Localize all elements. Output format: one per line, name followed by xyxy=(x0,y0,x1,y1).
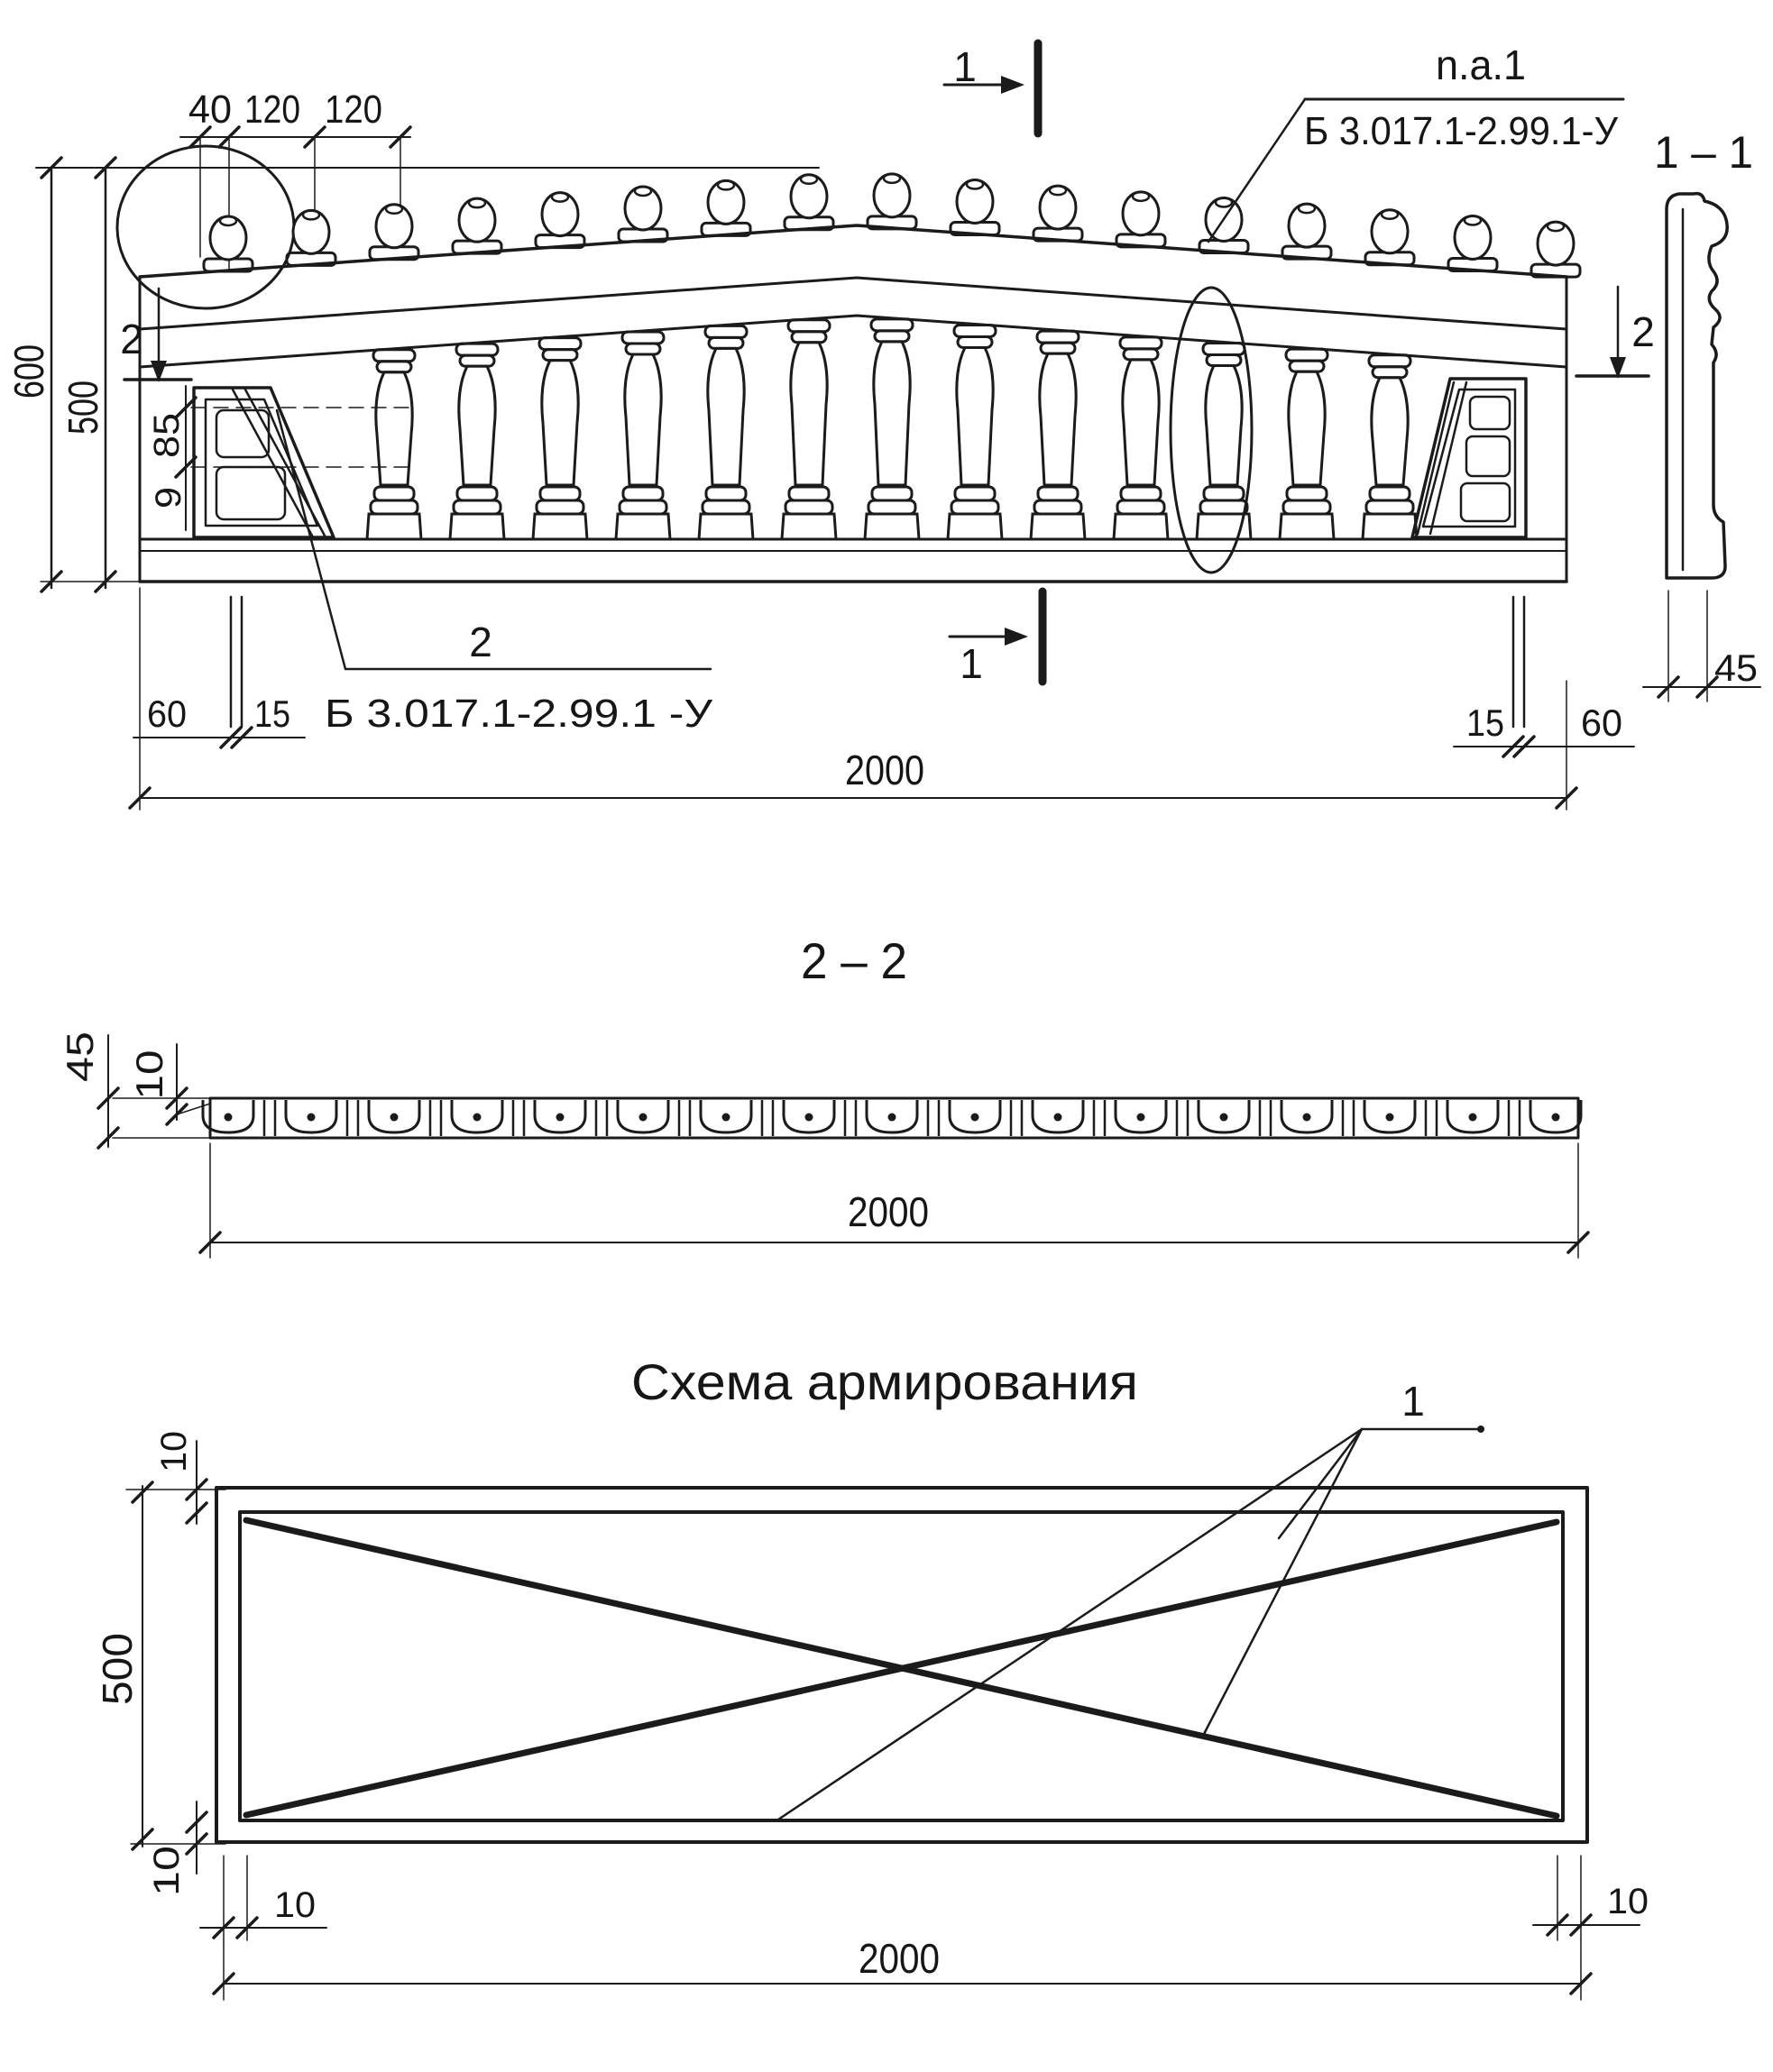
baluster-section-cup xyxy=(1530,1100,1581,1132)
dim-label-9: 9 xyxy=(149,488,188,509)
knob-finial xyxy=(868,174,916,229)
leader-dot xyxy=(1477,1426,1484,1433)
baluster-section-cup xyxy=(618,1100,690,1136)
dim-label-85: 85 xyxy=(147,417,187,458)
dim-label-10-bottom-right-h: 10 xyxy=(1607,1882,1649,1921)
dim-label-10-bottom-left-v: 10 xyxy=(147,1856,187,1896)
callout-ref: Б 3.017.1-2.99.1-У xyxy=(1304,109,1619,153)
rebar-dot xyxy=(1552,1114,1560,1122)
rebar-dot xyxy=(805,1114,813,1122)
knob-finial xyxy=(536,193,584,248)
knob-finial xyxy=(702,180,750,235)
top-rail-mid-edge xyxy=(140,278,1566,329)
callout-1-label: 1 xyxy=(1401,1378,1425,1425)
knob-finial xyxy=(370,205,418,260)
baluster xyxy=(865,319,919,539)
dim-label-10-top: 10 xyxy=(154,1432,194,1472)
baluster-section-cup xyxy=(452,1100,524,1136)
reinforcement-title: Схема армирования xyxy=(631,1353,1138,1410)
dim-label-2000-scheme: 2000 xyxy=(859,1935,940,1982)
baluster-cross-sections xyxy=(203,1100,1581,1136)
rebar-dot xyxy=(1386,1114,1394,1122)
dim-label-15-right: 15 xyxy=(1466,701,1504,744)
dim-label-500: 500 xyxy=(60,365,106,435)
rebar-dot xyxy=(1303,1114,1311,1122)
baluster-section-cup xyxy=(1364,1100,1437,1136)
baluster xyxy=(367,350,421,539)
callout-bottom xyxy=(277,410,713,736)
baluster xyxy=(450,344,504,539)
rebar-dot xyxy=(1054,1114,1062,1122)
baluster xyxy=(1280,349,1334,539)
knob-finial xyxy=(204,216,253,271)
dim-label-2000-elevation: 2000 xyxy=(845,747,924,793)
baluster xyxy=(948,325,1002,539)
knob-finial xyxy=(951,179,999,234)
callout-ref: Б 3.017.1-2.99.1 -У xyxy=(325,692,714,736)
baluster-section-cup xyxy=(535,1100,607,1136)
dim-label-120a: 120 xyxy=(244,87,300,132)
end-post-left xyxy=(194,388,334,537)
knob-finial xyxy=(1448,215,1497,270)
dim-label-10-s22: 10 xyxy=(128,1057,170,1100)
baluster-section-cup xyxy=(701,1100,773,1136)
rebar-dot xyxy=(390,1114,399,1122)
baluster-section-cup xyxy=(286,1100,358,1136)
callout-num: 2 xyxy=(469,619,492,665)
section-2-2-title: 2 – 2 xyxy=(801,932,907,989)
knob-finial xyxy=(1033,186,1082,241)
callout-title: n.a.1 xyxy=(1436,41,1526,88)
section-marker-1-bottom xyxy=(950,591,1043,687)
rebar-dot xyxy=(888,1114,896,1122)
knob-finial xyxy=(619,187,667,242)
knob-finial xyxy=(1282,204,1331,259)
baluster-section-cup xyxy=(369,1100,441,1136)
baluster-section-cup xyxy=(1282,1100,1354,1136)
section-1-1-title: 1 – 1 xyxy=(1654,127,1753,178)
rebar-dot xyxy=(971,1114,979,1122)
baluster xyxy=(533,338,587,539)
baluster xyxy=(1363,355,1417,539)
dim-label-60-right: 60 xyxy=(1581,701,1622,744)
end-post-right xyxy=(1412,379,1526,537)
baluster-section-cup xyxy=(950,1100,1022,1136)
dim-label-120b: 120 xyxy=(325,87,382,132)
baluster xyxy=(1031,331,1085,539)
rebar-leader-line xyxy=(1279,1429,1362,1538)
section-marker-2-right xyxy=(1576,287,1655,379)
baluster-section-cup xyxy=(1116,1100,1188,1136)
baluster xyxy=(699,325,753,539)
reinforcement-scheme xyxy=(94,1353,1649,2000)
baluster-section-cup xyxy=(1199,1100,1271,1136)
rebar-dot xyxy=(1220,1114,1228,1122)
scheme-outer-frame xyxy=(216,1488,1587,1842)
section-label: 2 xyxy=(120,316,143,362)
baluster-section-cup xyxy=(1033,1100,1105,1136)
rebar-dot xyxy=(722,1114,730,1122)
rebar-dot xyxy=(308,1114,316,1122)
rebar-dot xyxy=(639,1114,648,1122)
baluster-section-cup xyxy=(1447,1100,1520,1136)
knob-finial xyxy=(1365,210,1414,265)
rebar-dot xyxy=(1469,1114,1477,1122)
baluster xyxy=(1197,343,1251,539)
section-arrow-icon xyxy=(1001,76,1024,94)
knob-finial xyxy=(453,198,501,253)
knob-finial xyxy=(785,175,833,230)
section-label: 1 xyxy=(953,43,977,90)
detail-circle-left xyxy=(117,146,294,308)
top-rail-lower-edge xyxy=(140,316,1566,367)
section-arrow-icon xyxy=(1005,628,1028,646)
rebar-dot xyxy=(1137,1114,1145,1122)
section-label: 2 xyxy=(1631,308,1655,355)
knob-finial xyxy=(1116,192,1165,247)
rebar-dot xyxy=(225,1114,233,1122)
callout-top xyxy=(1208,41,1623,242)
section-marker-2-left xyxy=(120,289,191,382)
rebar-dot xyxy=(556,1114,565,1122)
section-2-2-view xyxy=(59,932,1581,1258)
section-1-1-profile xyxy=(1667,194,1727,578)
section-marker-1-top xyxy=(944,43,1038,133)
dim-label-45-s22: 45 xyxy=(59,1040,101,1082)
dim-label-15-left: 15 xyxy=(254,692,290,735)
knob-finial xyxy=(1531,222,1580,277)
baluster-section-cup xyxy=(203,1100,275,1136)
section-label: 1 xyxy=(960,640,983,687)
dim-label-60-left: 60 xyxy=(147,692,187,735)
elevation-view xyxy=(5,41,1760,810)
baluster xyxy=(616,332,670,539)
baluster-section-cup xyxy=(867,1100,939,1136)
baluster xyxy=(782,320,836,539)
top-rail-upper-edge xyxy=(140,225,1566,277)
dim-label-40: 40 xyxy=(188,87,232,132)
dim-label-10-bottom-left-h: 10 xyxy=(274,1885,316,1925)
dim-label-600: 600 xyxy=(5,329,52,399)
dim-label-45: 45 xyxy=(1714,646,1758,689)
baluster xyxy=(1114,337,1168,539)
dim-label-2000-s22: 2000 xyxy=(848,1188,929,1235)
balusters xyxy=(367,319,1417,539)
dim-label-500-scheme: 500 xyxy=(94,1636,141,1705)
knob-finial xyxy=(1199,197,1248,252)
rebar-leader-line xyxy=(1202,1429,1362,1737)
rebar-dot xyxy=(473,1114,482,1122)
baluster-section-cup xyxy=(784,1100,856,1136)
